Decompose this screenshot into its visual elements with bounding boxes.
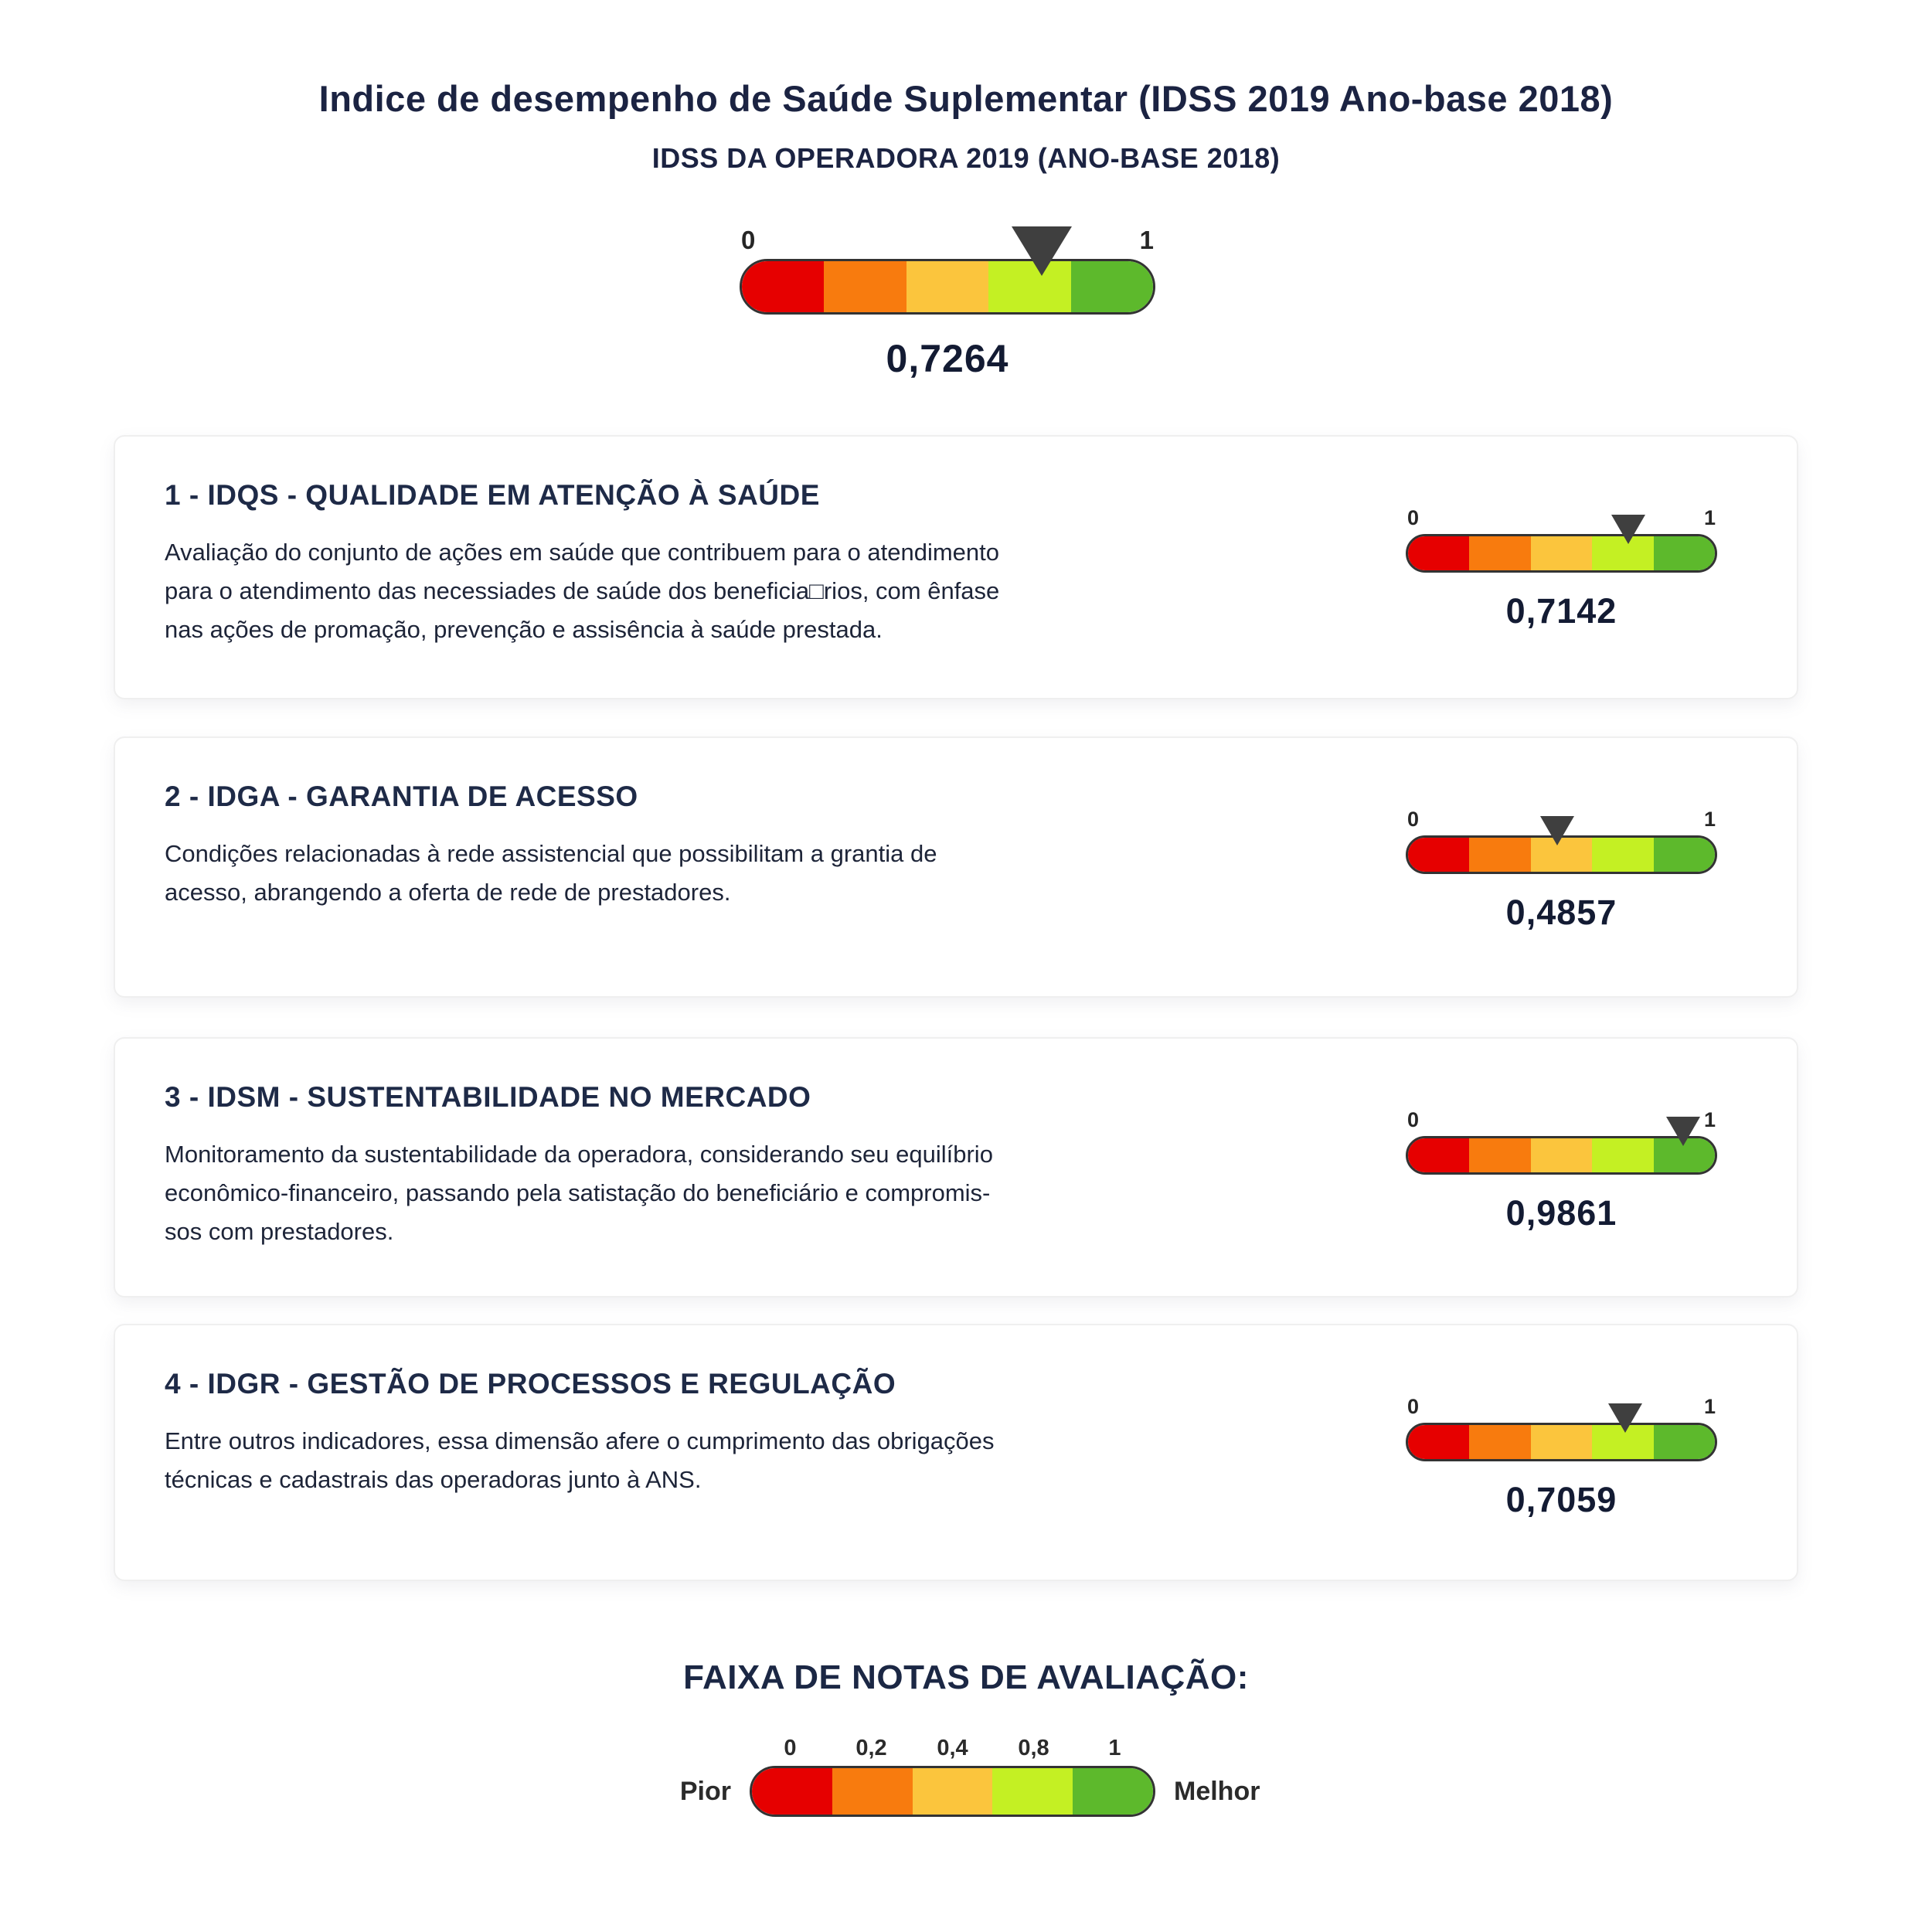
gauge-track (740, 259, 1155, 315)
card-idgr (114, 1324, 1798, 1581)
gauge-segment (1408, 536, 1469, 570)
gauge-scale (740, 226, 1155, 255)
idga-gauge (1406, 808, 1717, 933)
description-line: econômico-financeiro, passando pela satistação do beneficiário e compromis- (165, 1179, 991, 1206)
card-idsm (114, 1037, 1798, 1298)
gauge-segment (824, 261, 906, 312)
gauge-segment (906, 261, 988, 312)
gauge-segment (1408, 1138, 1469, 1172)
card-idqs (114, 435, 1798, 699)
gauge-scale (1406, 506, 1717, 530)
gauge-segment (1408, 838, 1469, 872)
card-title: 3 - IDSM - SUSTENTABILIDADE NO MERCADO (165, 1081, 811, 1113)
description-line: acesso, abrangendo a oferta de rede de prestadores. (165, 879, 731, 906)
idgr-gauge (1406, 1395, 1717, 1520)
gauge-bar (1406, 835, 1717, 874)
legend-best-label: Melhor (1174, 1777, 1260, 1806)
gauge-track (1406, 1423, 1717, 1461)
gauge-segment (1073, 1768, 1153, 1815)
card-title: 1 - IDQS - QUALIDADE EM ATENÇÃO À SAÚDE (165, 479, 820, 511)
legend-tick: 0,8 (1018, 1736, 1049, 1760)
rating-scale-legend (679, 1736, 1260, 1817)
legend-tick: 0,2 (855, 1736, 887, 1760)
legend-tick: 0 (784, 1736, 797, 1760)
gauge-min-label: 0 (1407, 1108, 1420, 1131)
gauge-value: 0,7264 (886, 337, 1009, 380)
gauge-max-label: 1 (1703, 1395, 1716, 1418)
legend-title: FAIXA DE NOTAS DE AVALIAÇÃO: (683, 1658, 1249, 1696)
description-line: técnicas e cadastrais das operadoras junto à ANS. (165, 1466, 702, 1493)
page-subtitle: IDSS DA OPERADORA 2019 (ANO-BASE 2018) (651, 142, 1281, 174)
gauge-segment (1531, 1138, 1592, 1172)
gauge-segment (1469, 1138, 1530, 1172)
gauge-max-label: 1 (1139, 226, 1154, 254)
gauge-value: 0,7142 (1505, 591, 1617, 631)
idsm-gauge (1406, 1108, 1717, 1233)
legend-tick: 1 (1108, 1736, 1121, 1760)
main-idss-gauge (740, 226, 1155, 381)
gauge-marker-icon (1666, 1117, 1700, 1146)
gauge-segment (992, 1768, 1073, 1815)
gauge-min-label: 0 (1407, 506, 1420, 529)
description-line: nas ações de promação, prevenção e assisência à saúde prestada. (165, 616, 883, 643)
gauge-segment (1469, 1425, 1530, 1459)
gauge-marker-icon (1540, 816, 1574, 845)
description-line: Entre outros indicadores, essa dimensão afere o cumprimento das obrigações (165, 1427, 995, 1454)
gauge-value: 0,9861 (1505, 1193, 1617, 1233)
description-line: Avaliação do conjunto de ações em saúde que contribuem para o atendimento (165, 539, 999, 566)
legend-segments (750, 1766, 1155, 1817)
gauge-segment (1469, 536, 1530, 570)
description-line: Condições relacionadas à rede assistencial que possibilitam a grantia de (165, 840, 937, 867)
gauge-scale (1406, 1395, 1717, 1419)
gauge-max-label: 1 (1703, 808, 1716, 831)
card-idga (114, 736, 1798, 998)
legend-tick: 0,4 (937, 1736, 968, 1760)
gauge-segment (1592, 838, 1653, 872)
gauge-marker-icon (1608, 1403, 1642, 1433)
idqs-gauge (1406, 506, 1717, 631)
gauge-max-label: 1 (1703, 506, 1716, 529)
gauge-segment (1592, 1138, 1653, 1172)
gauge-segment (1469, 838, 1530, 872)
gauge-segment (1408, 1425, 1469, 1459)
page-title: Indice de desempenho de Saúde Suplementar (IDSS 2019 Ano-base 2018) (318, 78, 1614, 119)
gauge-max-label: 1 (1703, 1108, 1716, 1131)
gauge-min-label: 0 (1407, 1395, 1420, 1418)
legend-ticks (750, 1736, 1155, 1761)
gauge-min-label: 0 (1407, 808, 1420, 831)
card-title: 4 - IDGR - GESTÃO DE PROCESSOS E REGULAÇÃO (165, 1368, 896, 1400)
gauge-segment (913, 1768, 993, 1815)
gauge-segment (1654, 536, 1715, 570)
gauge-segment (1531, 1425, 1592, 1459)
gauge-bar (1406, 534, 1717, 573)
card-title: 2 - IDGA - GARANTIA DE ACESSO (165, 781, 638, 812)
gauge-bar (1406, 1423, 1717, 1461)
gauge-value: 0,7059 (1505, 1480, 1617, 1519)
gauge-marker-icon (1012, 226, 1072, 276)
gauge-min-label: 0 (741, 226, 756, 254)
gauge-segment (1654, 1425, 1715, 1459)
gauge-bar (1406, 1136, 1717, 1175)
gauge-segment (752, 1768, 832, 1815)
legend-bar (679, 1766, 1260, 1817)
gauge-segment (1071, 261, 1153, 312)
gauge-marker-icon (1611, 515, 1645, 544)
description-line: Monitoramento da sustentabilidade da operadora, considerando seu equilíbrio (165, 1141, 993, 1168)
gauge-segment (1531, 536, 1592, 570)
gauge-segment (832, 1768, 913, 1815)
gauge-bar (740, 259, 1155, 315)
gauge-segment (1654, 838, 1715, 872)
description-line: para o atendimento das necessiades de saúde dos beneficia□rios, com ênfase (165, 577, 1000, 604)
legend-worst-label: Pior (679, 1777, 731, 1806)
gauge-value: 0,4857 (1505, 893, 1617, 932)
gauge-track (1406, 534, 1717, 573)
gauge-segment (742, 261, 824, 312)
description-line: sos com prestadores. (165, 1218, 394, 1245)
